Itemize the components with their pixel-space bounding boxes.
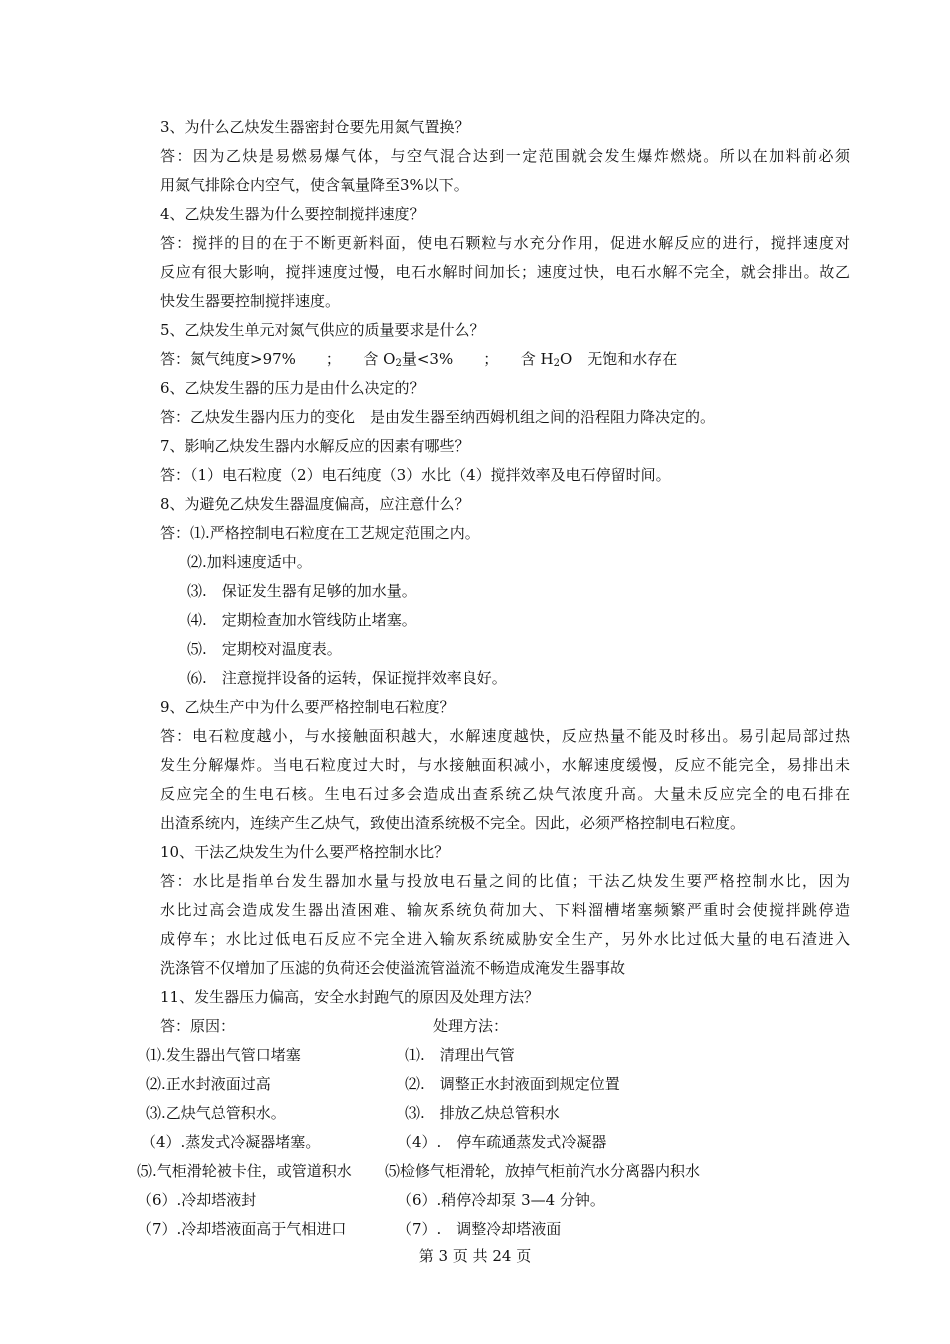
question-7: 7、影响乙炔发生器内水解反应的因素有哪些？ <box>160 437 470 455</box>
cause-item-6: （6）.冷却塔液封 <box>137 1191 257 1209</box>
answer-9-line-3: 反应完全的生电石核。生电石过多会造成出查系统乙炔气浓度升高。大量未反应完全的电石排在 <box>160 785 850 803</box>
question-9: 9、乙炔生产中为什么要严格控制电石粒度？ <box>160 698 455 716</box>
cause-item-3: ⑶.乙炔气总管积水。 <box>146 1104 286 1122</box>
answer-7: 答：（1）电石粒度（2）电石纯度（3）水比（4）搅拌效率及电石停留时间。 <box>160 466 671 484</box>
cause-item-7: （7）.冷却塔液面高于气相进口 <box>137 1220 347 1238</box>
answer-8-item-1: 答：⑴.严格控制电石粒度在工艺规定范围之内。 <box>160 524 480 542</box>
method-item-6: （6）.稍停冷却泵 3—4 分钟。 <box>397 1191 605 1209</box>
cause-item-5: ⑸.气柜滑轮被卡住，或管道积水 <box>137 1162 352 1180</box>
method-heading: 处理方法： <box>433 1017 509 1035</box>
page-footer: 第 3 页 共 24 页 <box>418 1247 532 1265</box>
question-4: 4、乙炔发生器为什么要控制搅拌速度？ <box>160 205 425 223</box>
method-item-3: ⑶. 排放乙炔总管积水 <box>405 1104 560 1122</box>
method-item-4: （4）. 停车疏通蒸发式冷凝器 <box>397 1133 607 1151</box>
question-8: 8、为避免乙炔发生器温度偏高，应注意什么？ <box>160 495 470 513</box>
question-6: 6、乙炔发生器的压力是由什么决定的？ <box>160 379 425 397</box>
answer-10-line-1: 答：水比是指单台发生器加水量与投放电石量之间的比值；干法乙炔发生要严格控制水比，因为 <box>160 872 850 890</box>
question-11: 11、发生器压力偏高，安全水封跑气的原因及处理方法？ <box>160 988 540 1006</box>
answer-8-item-4: ⑷. 定期检查加水管线防止堵塞。 <box>187 611 417 629</box>
answer-9-line-1: 答：电石粒度越小，与水接触面积越大，水解速度越快，反应热量不能及时移出。易引起局部过热 <box>160 727 850 745</box>
answer-8-item-5: ⑸. 定期校对温度表。 <box>187 640 342 658</box>
question-3: 3、为什么乙炔发生器密封仓要先用氮气置换？ <box>160 118 470 136</box>
question-5: 5、乙炔发生单元对氮气供应的质量要求是什么？ <box>160 321 485 339</box>
answer-6: 答：乙炔发生器内压力的变化 是由发生器至纳西姆机组之间的沿程阻力降决定的。 <box>160 408 716 426</box>
method-item-1: ⑴. 清理出气管 <box>405 1046 515 1064</box>
answer-4-line-3: 快发生器要控制搅拌速度。 <box>160 292 341 310</box>
answer-10-line-2: 水比过高会造成发生器出渣困难、输灰系统负荷加大、下料溜槽堵塞频繁严重时会使搅拌跳停造 <box>160 901 850 919</box>
cause-item-4: （4）.蒸发式冷凝器堵塞。 <box>141 1133 321 1151</box>
answer-10-line-3: 成停车；水比过低电石反应不完全进入输灰系统威胁安全生产，另外水比过低大量的电石渣进入 <box>160 930 850 948</box>
answer-9-line-2: 发生分解爆炸。当电石粒度过大时，与水接触面积减小，水解速度缓慢，反应不能完全，易排出未 <box>160 756 850 774</box>
cause-item-1: ⑴.发生器出气管口堵塞 <box>146 1046 301 1064</box>
cause-heading: 答：原因： <box>160 1017 236 1035</box>
answer-8-item-3: ⑶. 保证发生器有足够的加水量。 <box>187 582 417 600</box>
answer-5: 答：氮气纯度>97% ； 含 $O_2$量<3% ； 含 $H_2O$ 无饱和水存在 <box>160 350 678 369</box>
method-item-2: ⑵. 调整正水封液面到规定位置 <box>405 1075 620 1093</box>
question-10: 10、干法乙炔发生为什么要严格控制水比？ <box>160 843 450 861</box>
method-item-7: （7）. 调整冷却塔液面 <box>397 1220 562 1238</box>
answer-8-item-2: ⑵.加料速度适中。 <box>187 553 312 571</box>
answer-10-line-4: 洗涤管不仅增加了压滤的负荷还会使溢流管溢流不畅造成淹发生器事故 <box>160 959 626 977</box>
answer-8-item-6: ⑹. 注意搅拌设备的运转，保证搅拌效率良好。 <box>187 669 507 687</box>
answer-9-line-4: 出渣系统内，连续产生乙炔气，致使出渣系统极不完全。因此，必须严格控制电石粒度。 <box>160 814 746 832</box>
answer-4-line-2: 反应有很大影响，搅拌速度过慢，电石水解时间加长；速度过快，电石水解不完全，就会排出。故乙 <box>160 263 850 281</box>
answer-3-line-2: 用氮气排除仓内空气，使含氧量降至3%以下。 <box>160 176 469 194</box>
cause-item-2: ⑵.正水封液面过高 <box>146 1075 271 1093</box>
answer-4-line-1: 答：搅拌的目的在于不断更新料面，使电石颗粒与水充分作用，促进水解反应的进行，搅拌速度对 <box>160 234 850 252</box>
method-item-5: ⑸检修气柜滑轮，放掉气柜前汽水分离器内积水 <box>385 1162 701 1180</box>
answer-3-line-1: 答：因为乙炔是易燃易爆气体，与空气混合达到一定范围就会发生爆炸燃烧。所以在加料前必须 <box>160 147 850 165</box>
